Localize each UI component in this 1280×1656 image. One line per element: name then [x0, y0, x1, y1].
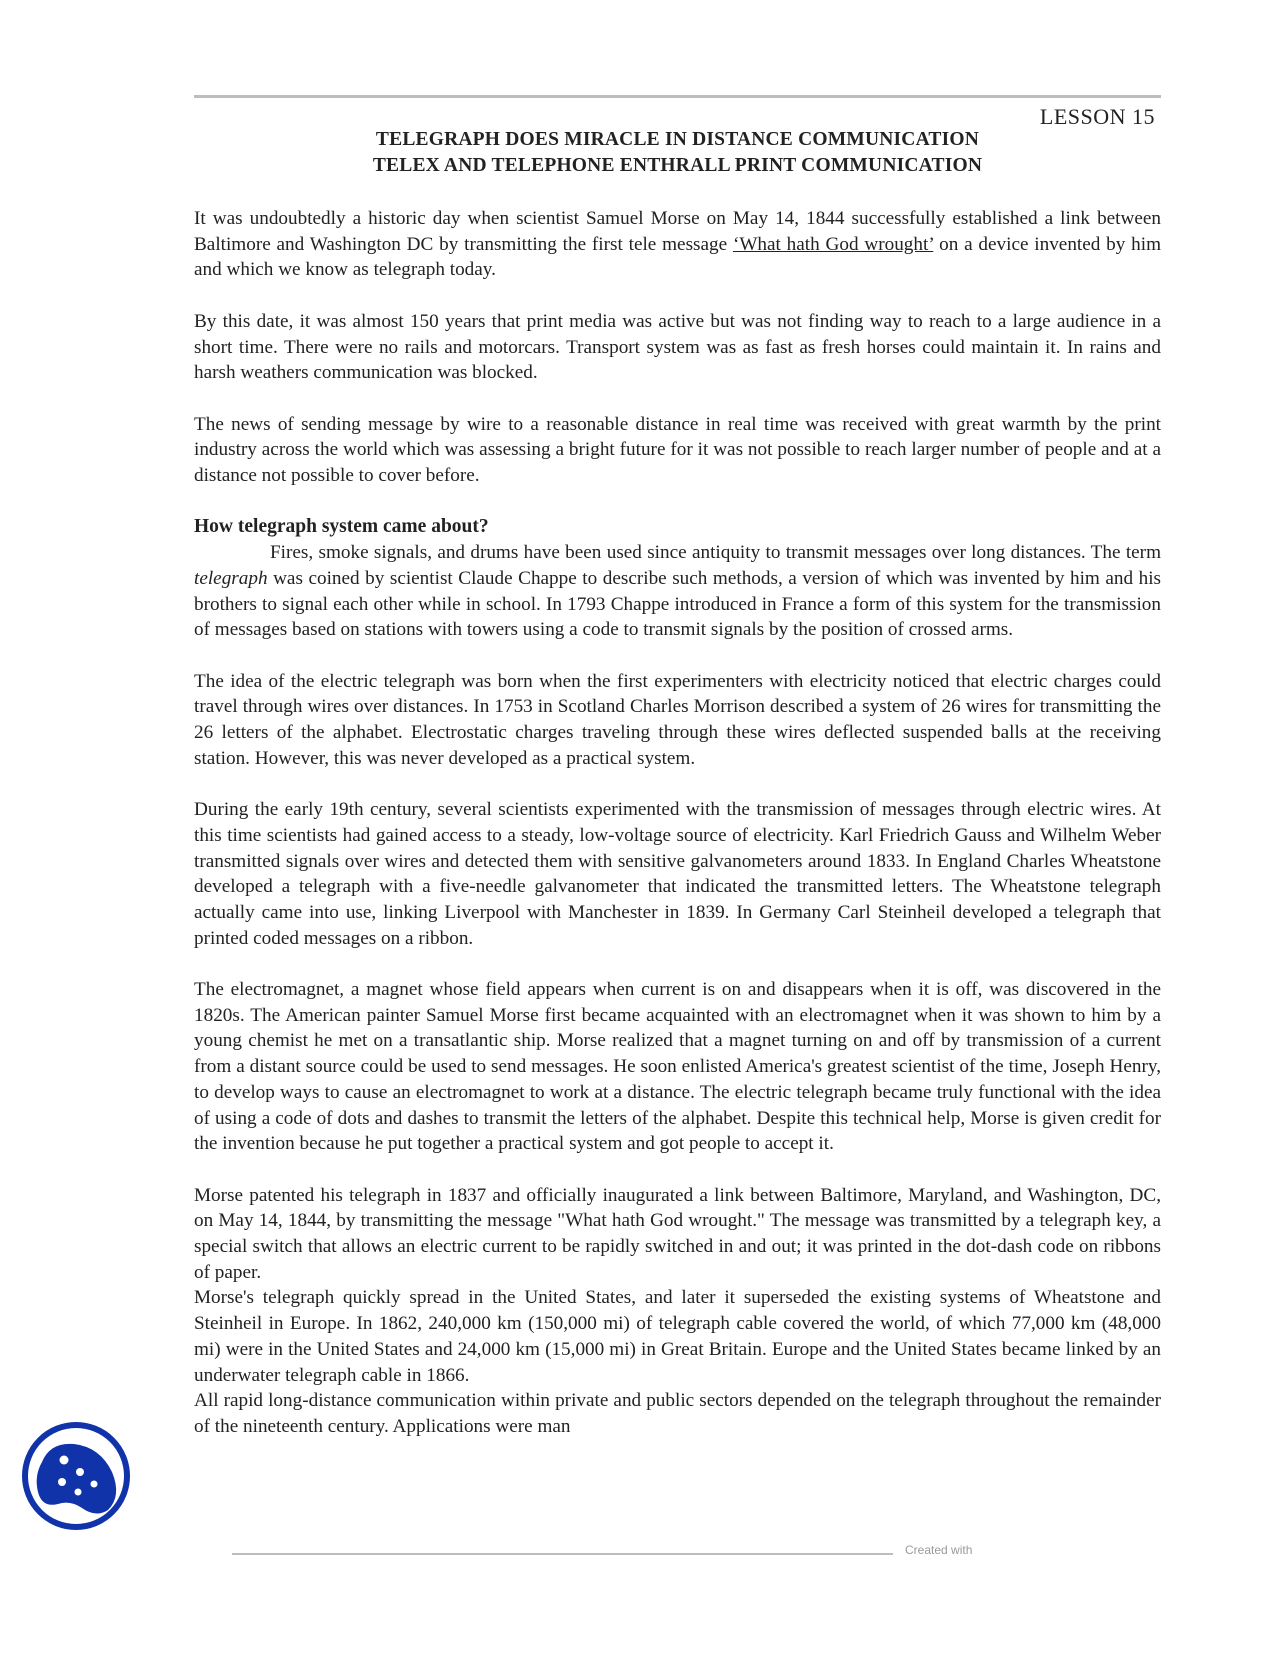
- paragraph-5: The idea of the electric telegraph was born when the first experimenters with electricity noticed that electric charges could travel through wires over distances. In 1753 in Scotland Charles Morrison described a system of 26 wires for transmitting the 26 letters of the alphabet. Electrostatic charges traveling through these wires deflected suspended balls at the receiving station. However, this was never developed as a practical system.: [194, 670, 1161, 769]
- header-rule: [194, 95, 1161, 98]
- paragraph-9: Morse's telegraph quickly spread in the United States, and later it superseded the existing systems of Wheatstone and Steinheil in Europe. In 1862, 240,000 km (150,000 mi) of telegraph cable covered the world, of which 77,000 km (48,000 mi) were in the United States and 24,000 km (15,000 mi) in Great Britain. Europe and the United States became linked by an underwater telegraph cable in 1866.: [194, 1287, 1161, 1386]
- paragraph-7: The electromagnet, a magnet whose field appears when current is on and disappears when it is off, was discovered in the 1820s. The American painter Samuel Morse first became acquainted with an electromagnet when it was shown to him by a young chemist he met on a transatlantic ship. Morse realized that a magnet turning on and off by transmission of a current from a distant source could be used to send messages. He soon enlisted America's greatest scientist of the time, Joseph Henry, to develop ways to cause an electromagnet to work at a distance. The electric telegraph became truly functional with the idea of using a code of dots and dashes to transmit the letters of the alphabet. Despite this technical help, Morse is given credit for the invention because he put together a practical system and got people to accept it.: [194, 979, 1161, 1155]
- paragraph-3: The news of sending message by wire to a reasonable distance in real time was received with great warmth by the print industry across the world which was assessing a bright future for it was not possible to reach larger number of people and at a distance not possible to cover before.: [194, 413, 1161, 486]
- footer-rule: [232, 1553, 893, 1555]
- underlined-quote: ‘What hath God wrought’: [732, 233, 934, 255]
- footer-created-with: Created with: [905, 1543, 973, 1557]
- paragraph-8: Morse patented his telegraph in 1837 and officially inaugurated a link between Baltimore, Maryland, and Washington, DC, on May 14, 1844, by transmitting the message "What hath God wrought." The message was transmitted by a telegraph key, a special switch that allows an electric current to be rapidly switched in and out; it was printed in the dot-dash code on ribbons of paper.: [194, 1184, 1161, 1283]
- paragraph-1: It was undoubtedly a historic day when scientist Samuel Morse on May 14, 1844 successfully established a link between Baltimore and Washington DC by transmitting the first tele message ‘What hath God wrought’ on a device invented by him and which we know as telegraph today.: [194, 208, 1161, 281]
- page-title: TELEGRAPH DOES MIRACLE IN DISTANCE COMMUNICATION: [375, 129, 980, 150]
- paragraph-4: Fires, smoke signals, and drums have been used since antiquity to transmit messages over long distances. The term telegraph was coined by scientist Claude Chappe to describe such methods, a version of which was invented by him and his brothers to signal each other while in school. In 1793 Chappe introduced in France a form of this system for the transmission of messages based on stations with towers using a code to transmit signals by the position of crossed arms.: [194, 542, 1161, 641]
- page-subtitle: TELEX AND TELEPHONE ENTHRALL PRINT COMMUNICATION: [372, 155, 983, 176]
- section-heading: How telegraph system came about?: [194, 516, 489, 538]
- paragraph-6: During the early 19th century, several scientists experimented with the transmission of messages through electric wires. At this time scientists had gained access to a steady, low-voltage source of electricity. Karl Friedrich Gauss and Wilhelm Weber transmitted signals over wires and detected them with sensitive galvanometers around 1833. In England Charles Wheatstone developed a telegraph with a five-needle galvanometer that indicated the transmitted letters. The Wheatstone telegraph actually came into use, linking Liverpool with Manchester in 1839. In Germany Carl Steinheil developed a telegraph that printed coded messages on a ribbon.: [194, 799, 1161, 949]
- logo-icon: [20, 1420, 132, 1532]
- italic-term: telegraph: [194, 567, 268, 589]
- document-body: [194, 206, 1161, 1512]
- lesson-label: LESSON 15: [1039, 104, 1155, 129]
- paragraph-10: All rapid long-distance communication within private and public sectors depended on the telegraph throughout the remainder of the nineteenth century. Applications were man: [194, 1390, 1161, 1437]
- paragraph-2: By this date, it was almost 150 years that print media was active but was not finding way to reach to a large audience in a short time. There were no rails and motorcars. Transport system was as fast as fresh horses could maintain it. In rains and harsh weathers communication was blocked.: [194, 310, 1161, 384]
